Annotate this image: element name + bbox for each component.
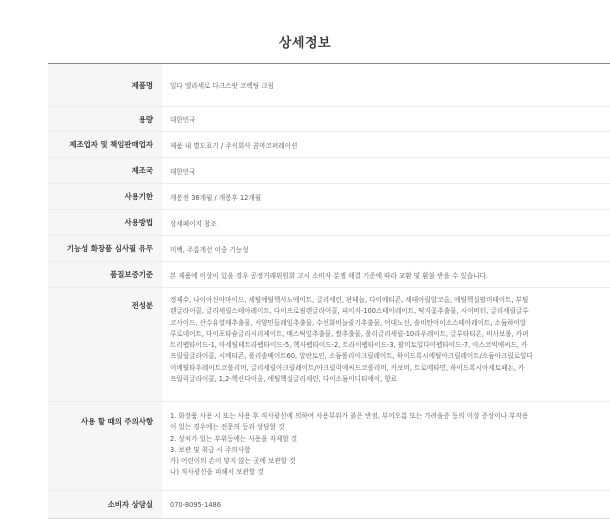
precaution-line: 이 있는 경우에는 전문의 등과 상담할 것	[170, 423, 285, 432]
value-precautions	[162, 402, 610, 490]
precaution-line: 1. 화장품 사용 시 또는 사용 후 직사광선에 의하여 사용부위가 붉은 반점, 부어오름 또는 가려움증 등의 이상 증상이나 부작용	[170, 412, 529, 420]
row-country	[48, 158, 610, 184]
label-quality: 품질보증기준	[48, 262, 162, 287]
label-capacity: 용량	[48, 107, 162, 131]
row-functional	[48, 236, 610, 262]
label-usage: 사용방법	[48, 210, 162, 235]
precaution-line: 나) 직사광선을 피해서 보관할 것	[170, 468, 264, 477]
value-customer-service: 070-8095-1486	[170, 500, 221, 509]
page-title: 상세정보	[278, 36, 332, 51]
label-functional: 기능성 화장품 심사필 유무	[48, 236, 162, 261]
row-usage	[48, 210, 610, 236]
ingredients-line: 루로네이트, 다이포타슘글리시리제이트, 매스틱잎추출물, 쌀추출물, 폴리글리세릴-10라우레이트, 글루타티온, 비사보롤, 카퍼	[170, 329, 529, 338]
label-manufacturer: 제조업자 및 책임판매업자	[48, 132, 162, 157]
ingredients-line: 프릴릴글라이콜, 시메티콘, 폴리솔베이트60, 알란토인, 소듐폴리아크릴레이트, 하이드록시에틸아크릴레이트/소듐아크릴로일다	[170, 352, 533, 361]
row-capacity	[48, 107, 610, 132]
ingredients-line: 코사이드, 산수유열매추출물, 서양민들레잎추출물, 수선화비늘줄기추출물, 어데노신, 솔비탄아이소스테아레이트, 소듐하이알	[170, 318, 527, 327]
precaution-line: 가) 어린이의 손이 닿지 않는 곳에 보관할 것	[170, 457, 296, 466]
value-manufacturer: 제품 내 별도표기 / 주식회사 콤마코퍼레이션	[170, 141, 298, 150]
value-ingredients	[162, 288, 610, 401]
row-ingredients	[48, 288, 610, 402]
label-ingredients: 전성분	[48, 288, 162, 401]
row-manufacturer	[48, 132, 610, 158]
row-customer-service	[48, 491, 610, 519]
value-expiry: 개봉전 36개월 / 개봉후 12개월	[170, 193, 262, 202]
label-precautions: 사용 할 때의 주의사항	[48, 402, 162, 490]
value-country: 대한민국	[170, 167, 196, 176]
precaution-line: 3. 보관 및 취급 시 주의사항	[170, 445, 251, 454]
label-country: 제조국	[48, 158, 162, 183]
value-usage: 상세페이지 참조	[170, 219, 217, 228]
ingredients-line: 이메틸타우레이트코폴리머, 글리세릴아크릴레이트/아크릴릭애씨드코폴리머, 카보머, 트로메타민, 하이드록시아세토페논, 카	[170, 363, 525, 372]
label-product-name: 제품명	[48, 64, 162, 106]
value-product-name: 일다 엘라세로 다크스팟 코렉팅 크림	[170, 82, 274, 90]
precaution-line: 2. 상처가 있는 부위등에는 사용을 자제할 것	[170, 434, 298, 443]
value-functional: 미백, 주름개선 이중 기능성	[170, 245, 249, 254]
ingredients-line: 트리펩타이드-1, 아세틸테트라펩타이드-5, 헥사펩타이드-2, 트라이펩타이드-3, 팔미토일다이펩타이드-7, 아스코빅애씨드, 카	[170, 341, 528, 350]
value-quality: 본 제품에 이상이 있을 경우 공정거래위원회 고시 소비자 분쟁 해결 기준에 따라 교환 및 환불 받을 수 있습니다.	[170, 271, 488, 280]
row-expiry	[48, 184, 610, 210]
ingredients-line: 렌글라이콜, 글리세릴스테아레이트, 다이프로필렌글라이콜, 피이지-100스테아레이트, 딱지꽃추출물, 시어버터, 글리세릴글루	[170, 307, 529, 316]
product-info-table	[48, 64, 610, 519]
label-customer-service: 소비자 상담실	[48, 491, 162, 518]
row-precautions	[48, 402, 610, 491]
ingredients-line: 정제수, 나이아신아마이드, 세틸에틸헥사노에이트, 글리세린, 판테놀, 다이메티콘, 세테아릴알코올, 에틸헥실팔미테이트, 부틸	[170, 296, 529, 304]
value-capacity: 대한민국	[170, 116, 196, 124]
label-expiry: 사용기한	[48, 184, 162, 209]
row-quality	[48, 262, 610, 288]
row-product-name	[48, 64, 610, 107]
ingredients-line: 프릴릭글라이콜, 1,2-헥산다이올, 에틸헥실글리세린, 다이소듐이디티에이, 향료	[170, 375, 398, 384]
